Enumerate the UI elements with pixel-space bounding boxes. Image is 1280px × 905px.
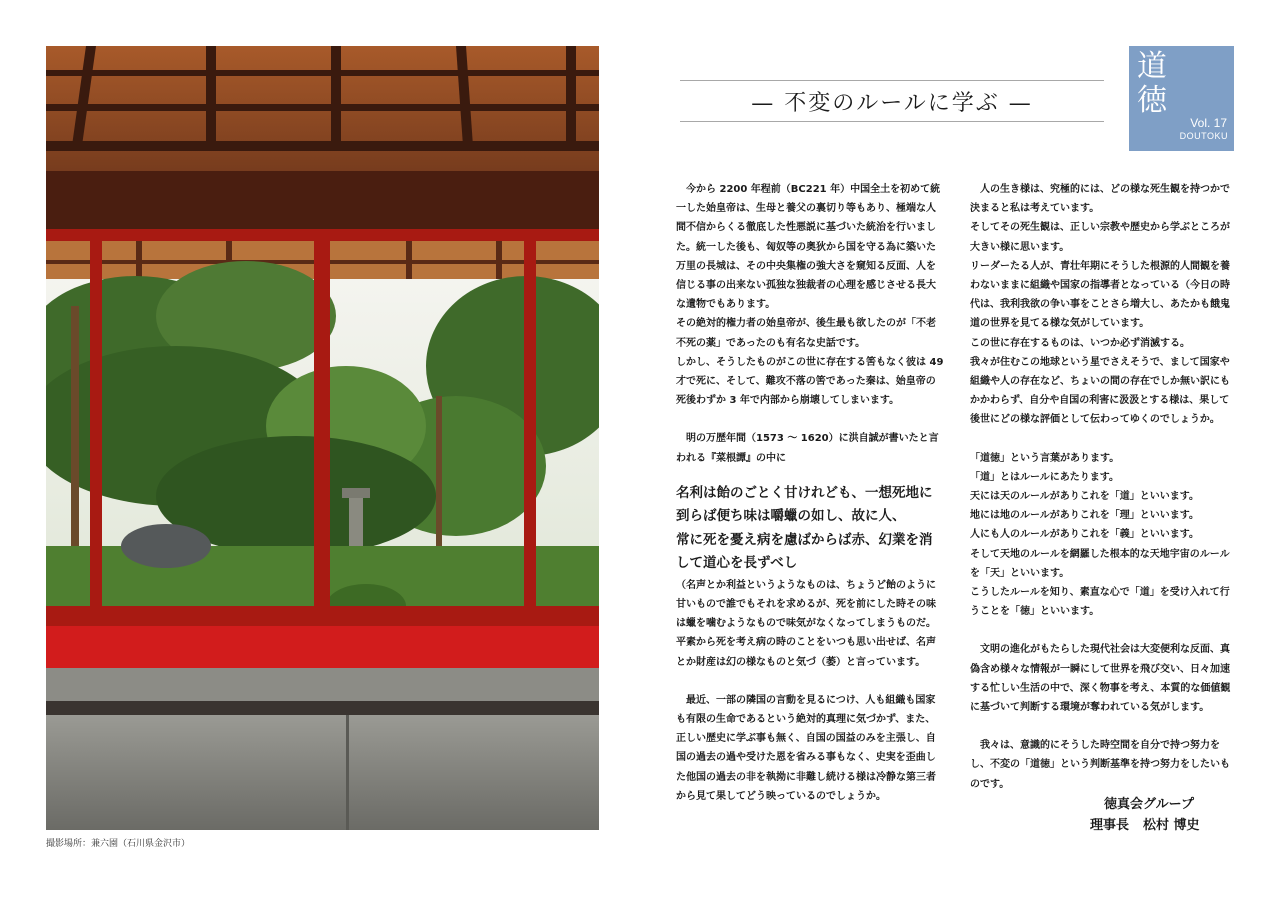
title-rule-box — [680, 80, 1104, 122]
garden-through-window-photo — [46, 46, 599, 830]
photo-caption: 撮影場所：兼六園（石川県金沢市） — [46, 839, 191, 849]
doutoku-badge — [1129, 46, 1234, 151]
left-paragraph-3: （名声とか利益というようなものは、ちょうど飴のように甘いもので誰でもそれを求めるが、死を前にした時その味は蠟を噛むようなもので味気がなくなってしまうものだ。平素から死を考え病の時のことをいつも思い出せば、名声とか財産は幻の様なものと気づ（萎）と言っています。 — [676, 579, 936, 668]
signature-block — [1090, 794, 1235, 836]
badge-kanji: 道徳 — [1137, 49, 1167, 118]
right-paragraph-2: 「道徳」という言葉があります。 「道」とはルールにあたります。 天には天のルールがありこれを「道」といいます。 地には地のルールがありこれを「理」といいます。 人にも人のルールがありこれを「義」といいます。 そして天地のルールを網羅した根本的な天地宇宙のルールを「天」といいます。 こうしたルールを知り、素直な心で「道」を受け入れて行うことを「徳」といいます。 — [970, 452, 1230, 618]
signature-role: 理事長 — [1090, 818, 1130, 833]
left-paragraph-4: 最近、一部の隣国の言動を見るにつけ、人も組織も国家も有限の生命であるという絶対的真理に気づかず、また、正しい歴史に学ぶ事も無く、自国の国益のみを主張し、自国の過去の過や受けた恩を省みる事もなく、史実を歪曲した他国の過去の非を執拗に非難し続ける様は冷静な第三者から見て果してどう映っているのでしょうか。 — [676, 694, 936, 802]
left-text-column — [676, 180, 944, 806]
signature-organization: 徳真会グループ — [1104, 797, 1194, 812]
right-paragraph-1: 人の生き様は、究極的には、どの様な死生観を持つかで決まると私は考えています。 そしてその死生観は、正しい宗教や歴史から学ぶところが大きい様に思います。 リーダーたる人が、青壮年期にそうした根源的人間観を養わないままに組織や国家の指導者となっている（今日の時代は、我利我欲の争い事をことさら増大し、あたかも餓鬼道の世界を見てる様な気がしています。 この世に存在するものは、いつか必ず消滅する。 我々が住むこの地球という星でさえそうで、まして国家や組織や人の存在など、ちょいの間の存在でしか無い訳にもかかわらず、自分や自国の利害に汲汲とする様は、果して後世にどの様な評価として伝わってゆくのでしょうか。 — [970, 184, 1230, 426]
badge-volume: Vol. 17 — [1190, 116, 1227, 130]
left-paragraph-2: 明の万歴年間（1573 ～ 1620）に洪自誠が書いたと言われる『菜根譚』の中に — [676, 433, 939, 464]
badge-romaji: DOUTOKU — [1179, 131, 1228, 141]
signature-person — [1090, 815, 1235, 836]
garden-photo — [46, 46, 599, 830]
signature-name: 松村 博史 — [1143, 818, 1200, 833]
right-paragraph-3: 文明の進化がもたらした現代社会は大変便利な反面、真偽含め様々な情報が一瞬にして世界を飛び交い、日々加速する忙しい生活の中で、深く物事を考え、本質的な価値観に基づいて判断する環境が奪われている気がします。 — [970, 644, 1231, 714]
right-text-column — [970, 180, 1235, 794]
page-title: — 不変のルールに学ぶ — — [751, 90, 1033, 116]
right-paragraph-4: 我々は、意識的にそうした時空間を自分で持つ努力をし、不変の「道徳」という判断基準を持つ努力をしたいものです。 — [970, 740, 1230, 790]
saikontan-quote: 名利は飴のごとく甘けれども、一想死地に到らば便ち味は嚼蠟の如し、故に人、 常に死を憂え病を慮ばからば赤、幻業を消して道心を長ずべし — [676, 484, 933, 572]
left-paragraph-1: 今から 2200 年程前（BC221 年）中国全土を初めて統一した始皇帝は、生母と養父の裏切り等もあり、極端な人間不信からくる徹底した性悪説に基づいた統治を行いました。統一した後も、匈奴等の奥狄から国を守る為に築いた万里の長城は、その中央集権の強大さを窺知る反面、人を信じる事の出来ない孤独な独裁者の心理を感じさせる長大な遺物でもあります。 その絶対的権力者の始皇帝が、後生最も欲したのが「不老不死の薬」であったのも有名な史話です。 しかし、そうしたものがこの世に存在する筈もなく彼は 49 才で死に、そして、難攻不落の筈であった秦は、始皇帝の死後わずか 3 年で内部から崩壊してしまいます。 — [676, 184, 944, 407]
